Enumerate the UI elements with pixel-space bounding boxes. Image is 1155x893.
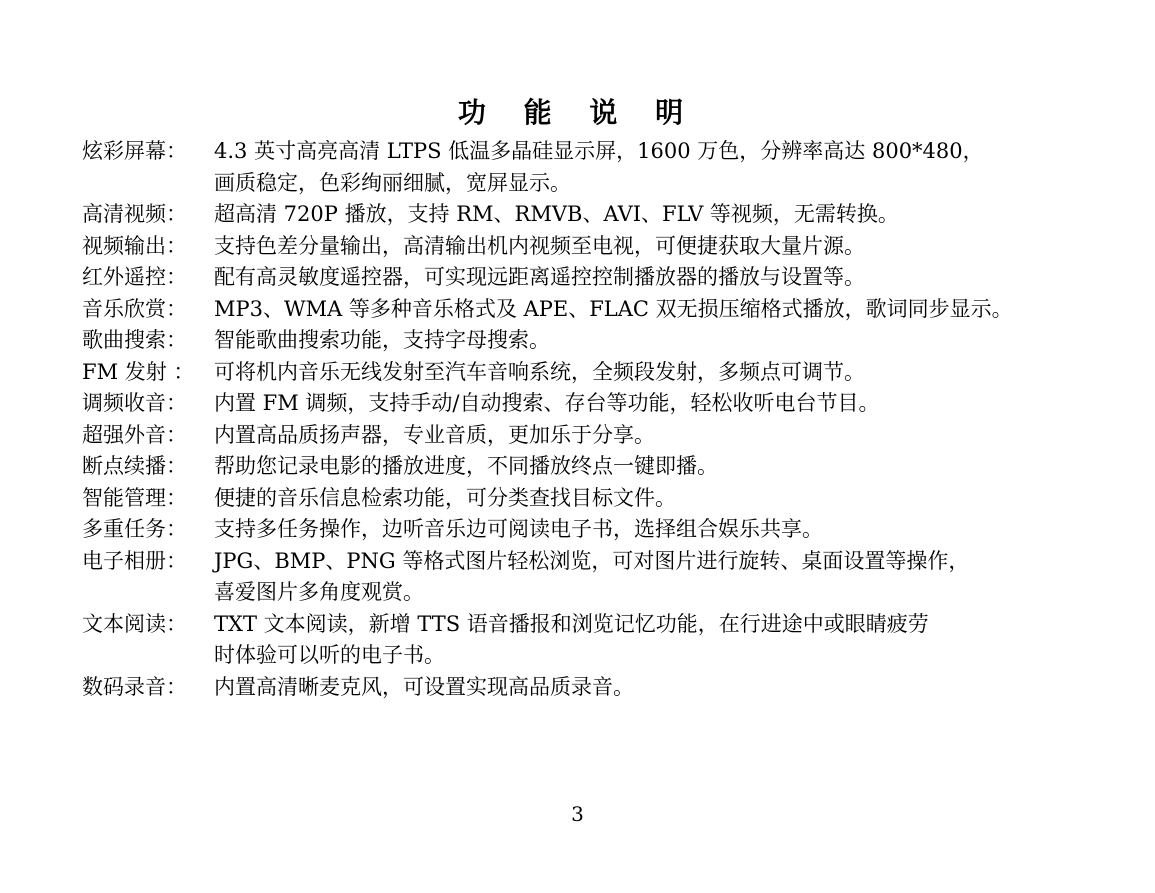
feature-description-line: 内置高品质扬声器，专业音质，更加乐于分享。 xyxy=(214,422,655,447)
feature-description-line: 内置 FM 调频，支持手动/自动搜索、存台等功能，轻松收听电台节目。 xyxy=(214,391,880,415)
feature-item-fm-transmit xyxy=(82,357,1082,389)
feature-description-line: 支持色差分量输出，高清输出机内视频至电视，可便捷获取大量片源。 xyxy=(214,233,865,258)
feature-label: FM 发射 ： xyxy=(82,359,195,384)
feature-description xyxy=(214,514,1082,546)
feature-description-line: TXT 文本阅读，新增 TTS 语音播报和浏览记忆功能，在行进途中或眼睛疲劳 xyxy=(214,611,929,636)
feature-description-line: 支持多任务操作，边听音乐边可阅读电子书，选择组合娱乐共享。 xyxy=(214,517,823,541)
feature-description-line: 可将机内音乐无线发射至汽车音响系统，全频段发射，多频点可调节。 xyxy=(214,359,865,384)
feature-description-line: 4.3 英寸高亮高清 LTPS 低温多晶硅显示屏，1600 万色，分辨率高达 800*480， xyxy=(214,139,984,163)
feature-label: 歌曲搜索： xyxy=(82,328,187,352)
feature-description-line: 帮助您记录电影的播放进度，不同播放终点一键即播。 xyxy=(214,454,718,478)
feature-label: 视频输出： xyxy=(82,233,187,258)
feature-label: 数码录音： xyxy=(82,674,187,699)
feature-description xyxy=(214,420,1082,452)
feature-description xyxy=(214,388,1082,420)
feature-description-line: 内置高清晰麦克风，可设置实现高品质录音。 xyxy=(214,674,634,699)
feature-description-line: 配有高灵敏度遥控器，可实现远距离遥控控制播放器的播放与设置等。 xyxy=(214,265,865,289)
feature-description xyxy=(214,357,1082,389)
feature-description-line: 喜爱图片多角度观赏。 xyxy=(214,580,424,604)
feature-item-fm-radio xyxy=(82,388,1082,420)
feature-label: 红外遥控： xyxy=(82,265,187,289)
feature-description xyxy=(214,483,1082,515)
feature-description-line: 超高清 720P 播放，支持 RM、RMVB、AVI、FLV 等视频，无需转换。 xyxy=(214,202,899,226)
feature-label: 多重任务： xyxy=(82,517,187,541)
feature-item-ir-remote xyxy=(82,262,1082,294)
feature-label: 文本阅读： xyxy=(82,611,187,636)
feature-item-song-search xyxy=(82,325,1082,357)
feature-item-recording xyxy=(82,672,1082,704)
feature-label: 高清视频： xyxy=(82,202,187,226)
feature-description xyxy=(214,294,1082,326)
page-title: 功 能 说 明 xyxy=(457,96,698,129)
feature-item-photo-album xyxy=(82,546,1082,609)
feature-label: 断点续播： xyxy=(82,454,187,478)
feature-label: 调频收音： xyxy=(82,391,187,415)
feature-item-speaker xyxy=(82,420,1082,452)
feature-label: 电子相册： xyxy=(82,548,187,573)
feature-item-multitask xyxy=(82,514,1082,546)
feature-description xyxy=(214,672,1082,704)
feature-description-line: 智能歌曲搜索功能，支持字母搜索。 xyxy=(214,328,550,352)
feature-item-video-output xyxy=(82,231,1082,263)
feature-description xyxy=(214,451,1082,483)
feature-label: 超强外音： xyxy=(82,422,187,447)
feature-description xyxy=(214,325,1082,357)
feature-description-line: 便捷的音乐信息检索功能，可分类查找目标文件。 xyxy=(214,485,676,510)
feature-description-line: JPG、BMP、PNG 等格式图片轻松浏览，可对图片进行旋转、桌面设置等操作， xyxy=(214,548,970,573)
feature-label: 音乐欣赏： xyxy=(82,296,187,321)
feature-description xyxy=(214,546,1082,609)
feature-description xyxy=(214,231,1082,263)
feature-description-line: MP3、WMA 等多种音乐格式及 APE、FLAC 双无损压缩格式播放，歌词同步显示。 xyxy=(214,296,1013,321)
feature-description xyxy=(214,136,1082,199)
page-number: 3 xyxy=(571,802,584,826)
feature-item-music xyxy=(82,294,1082,326)
feature-item-smart-management xyxy=(82,483,1082,515)
feature-description-line: 时体验可以听的电子书。 xyxy=(214,643,445,667)
feature-item-resume-play xyxy=(82,451,1082,483)
feature-list xyxy=(82,136,1082,703)
feature-label: 炫彩屏幕： xyxy=(82,139,187,163)
feature-description xyxy=(214,199,1082,231)
feature-item-text-reading xyxy=(82,609,1082,672)
feature-description-line: 画质稳定，色彩绚丽细腻，宽屏显示。 xyxy=(214,170,571,195)
feature-item-hd-video xyxy=(82,199,1082,231)
feature-item-screen xyxy=(82,136,1082,199)
feature-label: 智能管理： xyxy=(82,485,187,510)
feature-description xyxy=(214,262,1082,294)
feature-description xyxy=(214,609,1082,672)
